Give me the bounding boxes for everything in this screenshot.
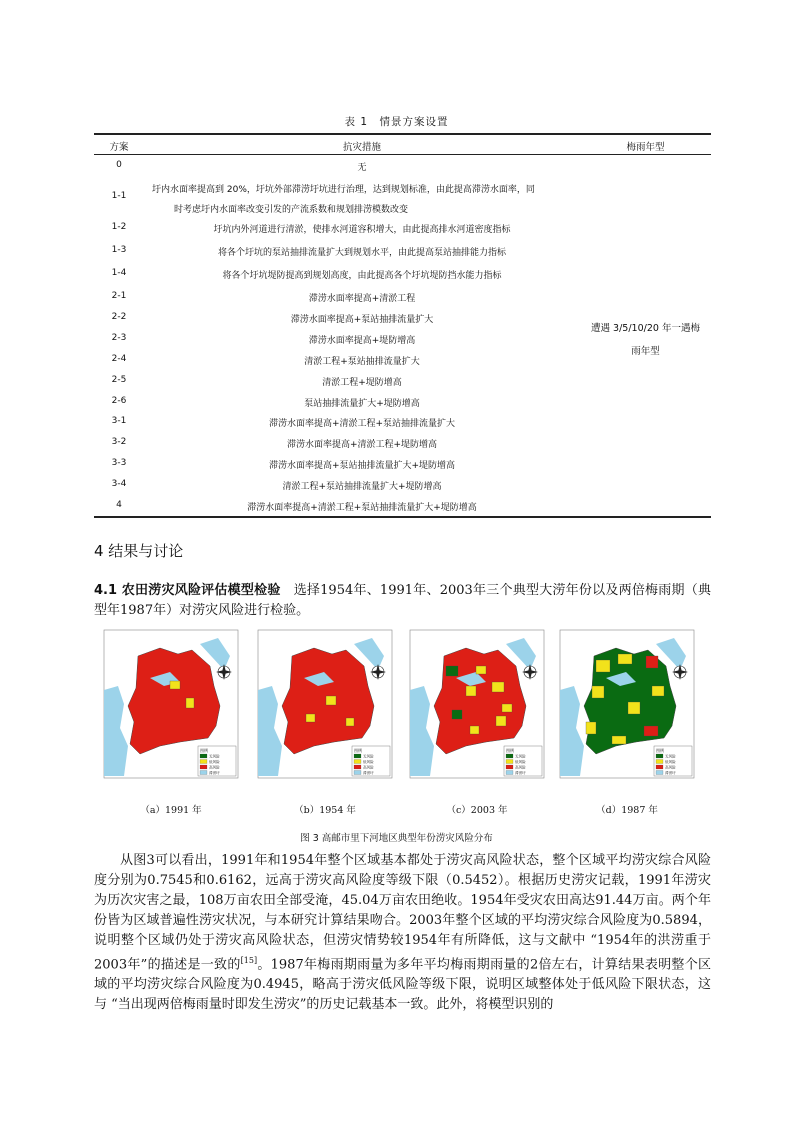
svg-text:图例: 图例 [656, 748, 664, 753]
map-svg [100, 626, 242, 796]
scheme-number: 2-1 [111, 291, 127, 301]
svg-text:高风险: 高风险 [363, 765, 374, 770]
risk-patch [170, 681, 180, 689]
svg-text:滞涝圩: 滞涝圩 [515, 771, 526, 775]
risk-region [128, 648, 220, 754]
svg-text:滞涝圩: 滞涝圩 [363, 771, 374, 775]
scheme-measure: 清淤工程+泵站抽排流量扩大 [304, 357, 420, 367]
section-heading: 4 结果与讨论 [94, 542, 184, 560]
scheme-number: 1-1 [111, 191, 127, 201]
svg-text:低风险: 低风险 [363, 760, 374, 764]
risk-patch [306, 714, 315, 722]
scheme-measure: 泵站抽排流量扩大+堤防增高 [304, 399, 420, 409]
risk-patch [628, 702, 640, 714]
risk-patch [452, 710, 462, 719]
risk-patch [496, 716, 506, 726]
svg-text:图例: 图例 [506, 748, 514, 753]
risk-patch [446, 666, 458, 676]
subsection-title: 4.1 农田涝灾风险评估模型检验 [94, 583, 281, 598]
map-panel-d [556, 626, 698, 796]
table-caption: 表 1 情景方案设置 [344, 116, 449, 128]
risk-patch [652, 686, 664, 696]
risk-patch [466, 686, 476, 696]
risk-patch [346, 718, 354, 726]
svg-text:高风险: 高风险 [209, 765, 220, 770]
risk-patch [612, 736, 626, 744]
svg-text:无风险: 无风险 [209, 754, 220, 759]
risk-patch [502, 704, 512, 712]
scheme-measure: 无 [357, 163, 367, 173]
map-legend [352, 746, 390, 776]
map-svg [254, 626, 396, 796]
svg-text:滞涝圩: 滞涝圩 [665, 771, 676, 775]
table-top-rule [94, 133, 711, 135]
scheme-number: 2-5 [111, 375, 127, 385]
body-paragraph [94, 851, 711, 1015]
scheme-number: 3-4 [111, 479, 127, 489]
svg-text:高风险: 高风险 [515, 765, 526, 770]
scheme-number: 1-4 [111, 268, 127, 278]
panel-b-caption: （b）1954 年 [294, 805, 356, 816]
scheme-number: 2-2 [111, 312, 127, 322]
risk-patch [186, 698, 194, 708]
scheme-measure: 滞涝水面率提高+堤防增高 [308, 336, 416, 346]
panel-a-caption: （a）1991 年 [140, 805, 202, 816]
svg-text:高风险: 高风险 [665, 765, 676, 770]
scheme-measure: 将各个圩坑堤防提高到规划高度，由此提高各个圩坑堤防挡水能力指标 [222, 271, 502, 281]
svg-text:低风险: 低风险 [665, 760, 676, 764]
map-panel-a [100, 626, 242, 796]
figure-3 [94, 626, 711, 826]
scheme-measure: 清淤工程+堤防增高 [322, 378, 402, 388]
svg-text:图例: 图例 [354, 748, 362, 753]
map-legend [504, 746, 542, 776]
scheme-measure: 滞涝水面率提高+清淤工程 [308, 294, 416, 304]
svg-text:低风险: 低风险 [515, 760, 526, 764]
panel-c-caption: （c）2003 年 [446, 805, 508, 816]
scheme-number: 4 [116, 500, 122, 510]
figure-caption: 图 3 高邮市里下河地区典型年份涝灾风险分布 [300, 833, 493, 844]
scheme-measure: 将各个圩坑的泵站抽排流量扩大到规划水平，由此提高泵站抽排能力指标 [217, 248, 506, 258]
map-panel-b [254, 626, 396, 796]
scheme-measure: 滞涝水面率提高+清淤工程+堤防增高 [286, 440, 438, 450]
subsection-text: 选择1954年、1991年、2003年三个典型大涝年份以及两倍梅雨期（典型年1987年）对涝灾风险进行检验。 [94, 583, 711, 618]
risk-patch [326, 696, 336, 705]
scheme-measure: 清淤工程+泵站抽排流量扩大+堤防增高 [282, 482, 442, 492]
risk-patch [644, 726, 658, 736]
header-measures: 抗灾措施 [342, 142, 381, 153]
merged-meiyu-line2: 雨年型 [631, 346, 660, 357]
scheme-measure: 滞涝水面率提高+泵站抽排流量扩大+堤防增高 [268, 461, 456, 471]
scheme-number: 0 [116, 160, 122, 170]
header-scheme: 方案 [109, 142, 129, 153]
merged-meiyu-cell [580, 317, 711, 363]
table-header-rule [94, 154, 711, 155]
risk-patch [492, 682, 504, 692]
risk-patch [586, 722, 596, 734]
risk-patch [476, 666, 486, 674]
map-svg [556, 626, 698, 796]
scheme-measure: 圩内水面率提高到 20%，圩坑外部滞涝圩坑进行治理，达到规划标准，由此提高滞涝水面率，同 [152, 185, 535, 195]
scheme-measure: 圩坑内外河道进行清淤，使排水河道容积增大，由此提高排水河道密度指标 [213, 225, 511, 235]
risk-patch [646, 656, 658, 668]
map-panel-c [406, 626, 548, 796]
scheme-measure: 滞涝水面率提高+清淤工程+泵站抽排流量扩大 [268, 419, 456, 429]
paragraph-part2: 。1987年梅雨期雨量为多年平均梅雨期雨量的2倍左右，计算结果表明整个区域的平均涝灾综合风险度为0.4945，略高于涝灾低风险等级下限，说明区域整体处于低风险下限状态，这与 “当出现两倍梅雨量时即发生涝灾”的历史记载基本一致。此外，将模型识别的 [94, 957, 711, 1013]
scheme-measure: 滞涝水面率提高+清淤工程+泵站抽排流量扩大+堤防增高 [247, 503, 477, 513]
risk-patch [618, 654, 632, 664]
svg-text:无风险: 无风险 [363, 754, 374, 759]
risk-region [434, 648, 526, 754]
scheme-number: 1-2 [111, 222, 127, 232]
paragraph-part1: 从图3可以看出，1991年和1954年整个区域基本都处于涝灾高风险状态，整个区域平均涝灾综合风险度分别为0.7545和0.6162，远高于涝灾高风险度等级下限（0.5452）。根据历史涝灾记载，1991年涝灾为历次灾害之最，108万亩农田全部受淹，45.04万亩农田绝收。1954年受灾农田高达91.44万亩。两个年份皆为区域普遍性涝灾状况，与本研究计算结果吻合。2003年整个区域的平均涝灾综合风险度为0.5894，说明整个区域仍处于涝灾高风险状态，但涝灾情势较1954年有所降低，这与文献中 “1954年的洪涝重于2003年”的描述是一致的 [94, 853, 711, 973]
map-svg [406, 626, 548, 796]
scheme-number: 2-4 [111, 354, 127, 364]
map-legend [654, 746, 692, 776]
scheme-number: 1-3 [111, 245, 127, 255]
svg-text:无风险: 无风险 [665, 754, 676, 759]
scheme-number: 3-2 [111, 437, 127, 447]
merged-meiyu-line1: 遭遇 3/5/10/20 年一遇梅 [591, 323, 700, 334]
risk-patch [596, 660, 610, 672]
scheme-number: 3-1 [111, 416, 127, 426]
svg-text:无风险: 无风险 [515, 754, 526, 759]
scheme-number: 2-3 [111, 333, 127, 343]
scheme-number: 2-6 [111, 396, 127, 406]
subsection-4-1 [94, 581, 711, 621]
svg-text:低风险: 低风险 [209, 760, 220, 764]
risk-patch [470, 726, 479, 734]
table-bottom-rule [94, 516, 711, 518]
risk-patch [592, 686, 604, 698]
svg-text:图例: 图例 [200, 748, 208, 753]
map-legend [198, 746, 236, 776]
scheme-measure: 滞涝水面率提高+泵站抽排流量扩大 [290, 315, 434, 325]
scheme-number: 3-3 [111, 458, 127, 468]
panel-d-caption: （d）1987 年 [596, 805, 658, 816]
svg-text:滞涝圩: 滞涝圩 [209, 771, 220, 775]
scheme-measure-cont: 时考虑圩内水面率改变引发的产流系数和规划排涝模数改变 [174, 205, 409, 215]
citation: [15] [240, 956, 258, 965]
header-meiyu-type: 梅雨年型 [626, 142, 665, 153]
